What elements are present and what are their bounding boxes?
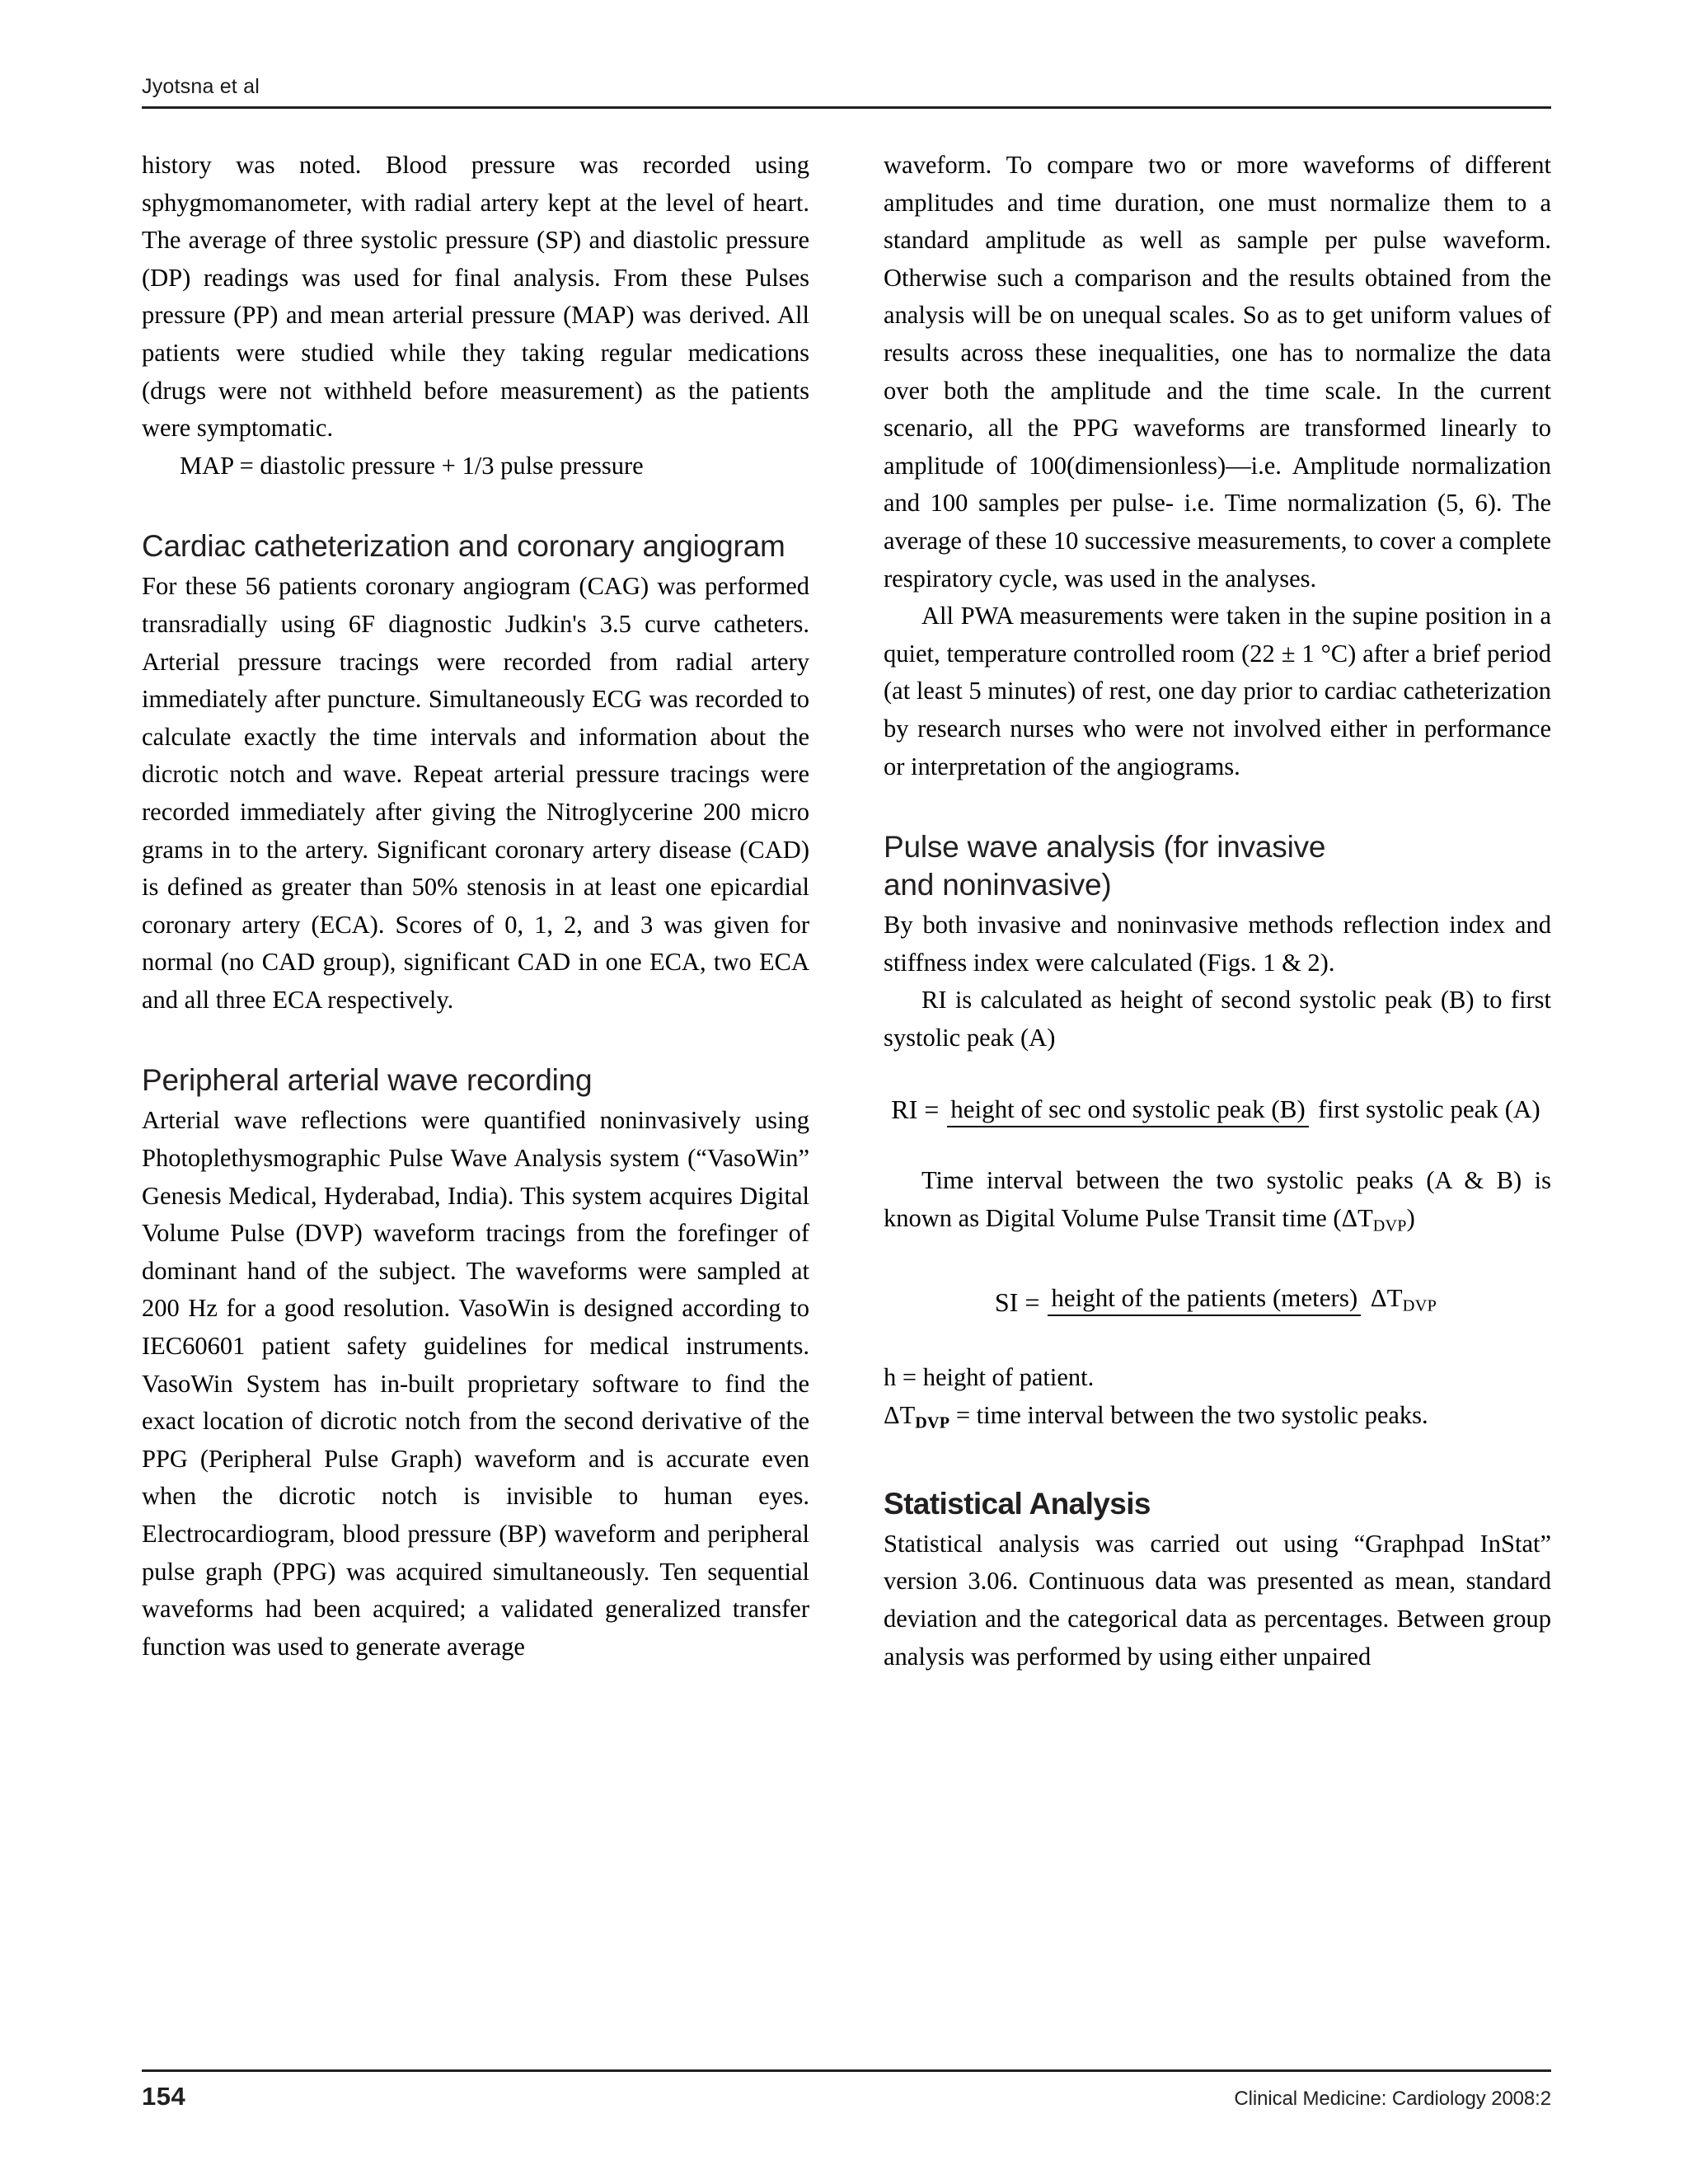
spacer <box>884 1245 1551 1282</box>
spacer <box>884 1322 1551 1359</box>
running-head-text: Jyotsna et al <box>142 75 260 98</box>
si-equation-fraction <box>1048 1282 1440 1322</box>
paragraph-peripheral-arterial-wave-recording: Arterial wave reflections were quantified noninvasively using Photoplethysmographic Pulse Wave Analysis system (“VasoWin” Genesis Medical, Hyderabad, India). This system acquires Digital Volume Pulse (DVP) waveform tracings from the forefinger of dominant hand of the subject. The waveforms were sampled at 200 Hz for a good resolution. VasoWin is designed according to IEC60601 patient safety guidelines for medical instruments. VasoWin System has in-built proprietary software to find the exact location of dicrotic notch from the second derivative of the PPG (Peripheral Pulse Graph) waveform and is accurate even when the dicrotic notch is invisible to human eyes. Electrocardiogram, blood pressure (BP) waveform and peripheral pulse graph (PPG) was acquired simultaneously. Ten sequential waveforms had been acquired; a validated generalized transfer function was used to generate average <box>142 1106 809 1661</box>
si-equation-numerator: height of the patients (meters) <box>1048 1283 1361 1316</box>
heading-pulse-wave-analysis-line1: Pulse wave analysis (for invasive <box>884 830 1326 865</box>
header-rule <box>142 106 1551 109</box>
left-column <box>142 147 809 1675</box>
heading-cardiac-catheterization: Cardiac catheterization and coronary angiogram <box>142 529 785 564</box>
delta-t-base: ΔT <box>884 1400 916 1429</box>
spacer <box>142 485 809 527</box>
ri-equation <box>884 1094 1551 1125</box>
spacer <box>884 1442 1551 1485</box>
heading-statistical-analysis: Statistical Analysis <box>884 1486 1151 1521</box>
ri-equation-fraction <box>947 1094 1543 1125</box>
definition-height: h = height of patient. <box>884 1363 1095 1391</box>
page-number: 154 <box>142 2082 186 2111</box>
map-equation: MAP = diastolic pressure + 1/3 pulse pressure <box>180 451 644 480</box>
paragraph-continued-left: history was noted. Blood pressure was recorded using sphygmomanometer, with radial artery kept at the level of heart. The average of three systolic pressure (SP) and diastolic pressure (DP) readings was used for final analysis. From these Pulses pressure (PP) and mean arterial pressure (MAP) was derived. All patients were studied while they taking regular medications (drugs were not withheld before measurement) as the patients were symptomatic. <box>142 151 809 443</box>
ri-equation-lhs: RI = <box>891 1094 940 1124</box>
journal-reference: Clinical Medicine: Cardiology 2008:2 <box>1234 2088 1551 2110</box>
paragraph-continued-right: waveform. To compare two or more waveforms of different amplitudes and time duration, one must normalize them to a standard amplitude as well as sample per pulse waveform. Otherwise such a comparison and the results obtained from the analysis will be on unequal scales. So as to get uniform values of results across these inequalities, one has to normalize the data over both the amplitude and the time scale. In the current scenario, all the PPG waveforms are transformed linearly to amplitude of 100(dimensionless)—i.e. Amplitude normalization and 100 samples per pulse- i.e. Time normalization (5, 6). The average of these 10 successive measurements, to cover a complete respiratory cycle, was used in the analyses. <box>884 151 1551 593</box>
spacer <box>884 785 1551 828</box>
heading-pulse-wave-analysis <box>884 828 1551 904</box>
paragraph-supine-measurements: All PWA measurements were taken in the supine position in a quiet, temperature controlled room (22 ± 1 °C) after a brief period (at least 5 minutes) of rest, one day prior to cardiac catheterization by research nurses who were not involved either in performance or interpretation of the angiograms. <box>884 602 1551 780</box>
running-head <box>142 76 1551 109</box>
two-column-body <box>142 147 1551 1675</box>
heading-peripheral-arterial-wave-recording: Peripheral arterial wave recording <box>142 1063 593 1098</box>
si-equation-lhs: SI = <box>994 1286 1040 1317</box>
transit-time-text: Time interval between the two systolic peaks (A & B) is known as Digital Volume Pulse Transit time (ΔT <box>884 1166 1551 1233</box>
paragraph-transit-time <box>884 1162 1551 1245</box>
spacer <box>884 1057 1551 1094</box>
transit-time-subscript: DVP <box>1372 1216 1407 1235</box>
si-denominator-subscript: DVP <box>1402 1297 1437 1315</box>
delta-t-rest: = time interval between the two systolic peaks. <box>950 1400 1428 1429</box>
spacer <box>884 1125 1551 1162</box>
ri-equation-denominator: first systolic peak (A) <box>1318 1094 1540 1124</box>
spacer <box>142 1019 809 1062</box>
ri-equation-numerator: height of sec ond systolic peak (B) <box>947 1094 1308 1127</box>
transit-time-close: ) <box>1406 1204 1415 1233</box>
heading-pulse-wave-analysis-line2: and noninvasive) <box>884 868 1112 902</box>
paragraph-reflection-stiffness-index: By both invasive and noninvasive methods reflection index and stiffness index were calculated (Figs. 1 & 2). <box>884 911 1551 977</box>
paragraph-cardiac-catheterization: For these 56 patients coronary angiogram (CAG) was performed transradially using 6F diagnostic Judkin's 3.5 curve catheters. Arterial pressure tracings were recorded from radial artery immediately after puncture. Simultaneously ECG was recorded to calculate exactly the time intervals and information about the dicrotic notch and wave. Repeat arterial pressure tracings were recorded immediately after giving the Nitroglycerine 200 micro grams in to the artery. Significant coronary artery disease (CAD) is defined as greater than 50% stenosis in at least one epicardial coronary artery (ECA). Scores of 0, 1, 2, and 3 was given for normal (no CAD group), significant CAD in one ECA, two ECA and all three ECA respectively. <box>142 572 809 1014</box>
definition-delta-t-dvp <box>884 1397 1551 1442</box>
delta-t-subscript: DVP <box>915 1413 950 1432</box>
paragraph-ri-definition: RI is calculated as height of second systolic peak (B) to first systolic peak (A) <box>884 986 1551 1052</box>
paragraph-statistical-analysis: Statistical analysis was carried out using “Graphpad InStat” version 3.06. Continuous data was presented as mean, standard deviation and the categorical data as percentages. Between group analysis was performed by using either unpaired <box>884 1529 1551 1671</box>
si-equation-denominator <box>1367 1281 1440 1315</box>
footer-row <box>142 2072 1551 2111</box>
right-column <box>884 147 1551 1675</box>
si-denominator-base: ΔT <box>1370 1283 1403 1313</box>
si-equation <box>884 1282 1551 1322</box>
page-footer <box>142 2069 1551 2111</box>
